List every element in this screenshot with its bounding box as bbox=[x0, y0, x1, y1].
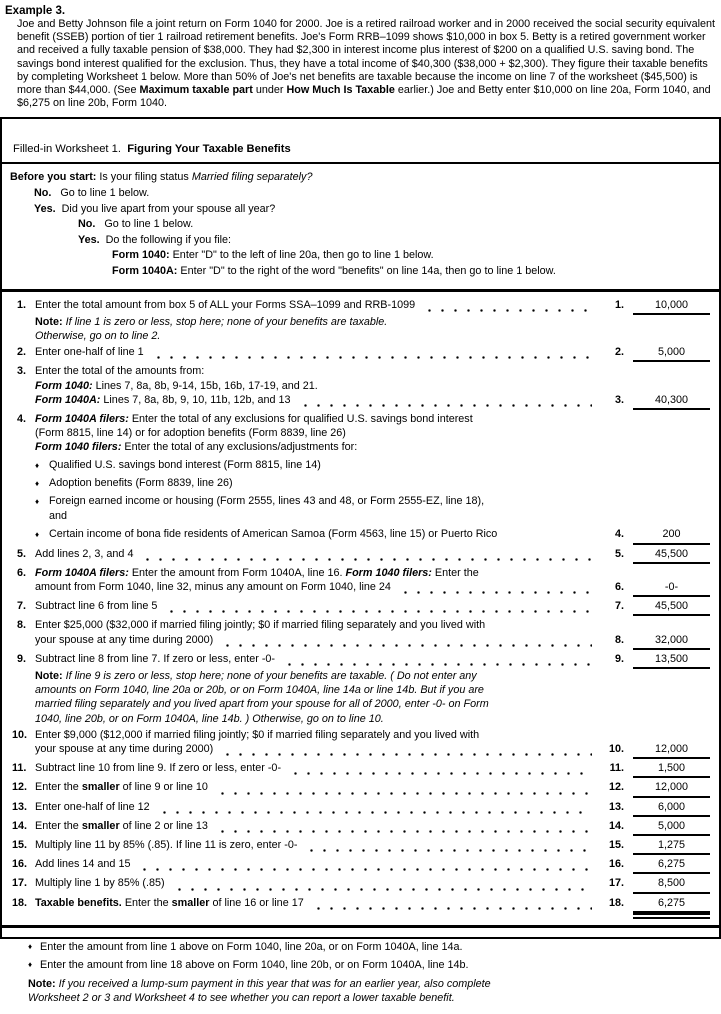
example-heading: Example 3. bbox=[5, 5, 66, 17]
line-rows bbox=[35, 364, 710, 410]
line-rows bbox=[35, 547, 710, 564]
worksheet-row bbox=[35, 780, 710, 797]
worksheet-row bbox=[35, 580, 710, 597]
text-segment: amounts on Form 1040, line 20a or 20b, or on Form 1040A, line 14a or line 14b. But if you are bbox=[35, 684, 484, 697]
text-segment: Enter the bbox=[35, 781, 82, 794]
text-segment: Do the following if you file: bbox=[99, 233, 232, 246]
worksheet-row bbox=[35, 440, 710, 454]
text-segment: Add lines 2, 3, and 4 bbox=[35, 547, 134, 560]
line-number: 11. bbox=[12, 762, 27, 775]
amount-line-number: 12. bbox=[608, 781, 624, 794]
worksheet-row bbox=[35, 599, 710, 616]
amount-value: 10,000 bbox=[633, 298, 710, 315]
before-you-start-row bbox=[10, 233, 711, 249]
worksheet-line-2 bbox=[12, 345, 710, 362]
amount-entry bbox=[598, 857, 710, 874]
text-segment: smaller bbox=[171, 896, 210, 909]
text-segment: Certain income of bona fide residents of American Samoa (Form 4563, line 15) or Puerto Rico bbox=[49, 528, 498, 541]
amount-line-number: 16. bbox=[608, 858, 624, 871]
amount-line-number: 5. bbox=[614, 547, 624, 560]
text-segment: smaller bbox=[81, 781, 120, 794]
worksheet-line-15 bbox=[12, 838, 710, 855]
line-number: 13. bbox=[12, 800, 28, 813]
worksheet-row bbox=[35, 412, 710, 426]
dot-leader bbox=[214, 792, 592, 795]
dot-leader bbox=[156, 811, 592, 814]
dot-leader bbox=[150, 356, 592, 359]
worksheet-row bbox=[35, 669, 710, 683]
text-segment: Enter one-half of line 1 bbox=[35, 346, 144, 359]
line-rows bbox=[35, 857, 710, 874]
text-segment: Enter the bbox=[434, 566, 479, 579]
text-segment: of line 2 or line 13 bbox=[119, 819, 208, 832]
line-number: 18. bbox=[12, 896, 28, 909]
worksheet-line-7 bbox=[12, 599, 710, 616]
worksheet-row bbox=[35, 697, 710, 711]
amount-line-number: 11. bbox=[609, 762, 624, 775]
dot-leader bbox=[310, 907, 592, 910]
text-segment: Enter the total of any exclusions/adjustments for: bbox=[124, 441, 358, 454]
worksheet-row bbox=[35, 329, 710, 343]
amount-line-number: 15. bbox=[608, 839, 624, 852]
text-segment: Married filing separately? bbox=[191, 171, 313, 184]
amount-entry bbox=[598, 527, 710, 544]
line-number: 5. bbox=[16, 547, 26, 560]
text-segment: Enter the total of any exclusions for qualified U.S. savings bond interest bbox=[131, 413, 473, 425]
text-segment: and bbox=[49, 510, 68, 523]
diamond-bullet-icon: ♦ bbox=[28, 941, 33, 951]
text-segment: of line 9 or line 10 bbox=[119, 781, 208, 794]
text-segment: No. bbox=[78, 218, 96, 231]
worksheet-line-5 bbox=[12, 547, 710, 564]
amount-line-number: 6. bbox=[614, 581, 624, 594]
line-number: 7. bbox=[16, 600, 26, 613]
dot-leader bbox=[281, 663, 592, 666]
text-segment: Enter the amount from Form 1040A, line 16. bbox=[131, 566, 346, 579]
text-segment: your spouse at any time during 2000) bbox=[35, 633, 214, 646]
text-segment: Taxable benefits. bbox=[35, 896, 125, 909]
diamond-bullet-icon: ♦ bbox=[35, 497, 40, 507]
example-text: Joe and Betty Johnson file a joint return on Form 1040 for 2000. Joe is a retired railroad worker and in 2000 received the social security equivalent benefit (SSEB) portion of tier 1 railroad retirement benefits. Joe's Form RRB–1099 shows $10,000 in box 5. Betty is a retired government worker and received a fully taxable pension of $38,000. They had $2,300 in interest income plus interest of $200 on a qualified U.S. saving bond. The savings bond interest qualified for the exclusion. Thus, they have a total income of $40,300 ($38,000 + $2,300). They figure their taxable benefits by completing Worksheet 1 below. More than 50% of Joe's net benefits are taxable because the income on line 7 of the worksheet ($45,500) is more than $44,000. (See bbox=[17, 18, 715, 97]
worksheet-line-3 bbox=[12, 364, 710, 410]
worksheet-row bbox=[35, 364, 710, 378]
worksheet-title bbox=[2, 119, 719, 164]
amount-entry bbox=[598, 896, 710, 913]
example-bold-ref-2: How Much Is Taxable bbox=[286, 84, 395, 97]
text-segment: Form 1040 filers: bbox=[35, 441, 125, 454]
line-number: 10. bbox=[12, 728, 28, 741]
amount-entry bbox=[598, 780, 710, 797]
worksheet-row bbox=[35, 838, 710, 855]
dot-leader bbox=[219, 644, 592, 647]
text-segment: Qualified U.S. savings bond interest (Form 8815, line 14) bbox=[49, 458, 321, 471]
amount-value: 12,000 bbox=[633, 780, 710, 797]
amount-line-number: 10. bbox=[608, 743, 624, 756]
amount-value: 1,500 bbox=[633, 761, 710, 778]
worksheet-footer-section bbox=[2, 928, 719, 1014]
line-rows bbox=[35, 838, 710, 855]
text-segment: Subtract line 8 from line 7. If zero or less, enter -0- bbox=[35, 652, 276, 665]
text-segment: Form 1040A: bbox=[112, 264, 181, 277]
text-segment: Enter $25,000 ($32,000 if married filing jointly; $0 if married filing separately and you lived with bbox=[35, 619, 486, 632]
text-segment: Enter the total of the amounts from: bbox=[35, 365, 205, 378]
amount-line-number: 17. bbox=[608, 877, 624, 890]
amount-entry bbox=[598, 393, 710, 410]
text-segment: Enter one-half of line 12 bbox=[35, 800, 150, 813]
dot-leader bbox=[503, 539, 592, 542]
worksheet-row bbox=[35, 379, 710, 393]
text-segment: Subtract line 10 from line 9. If zero or less, enter -0- bbox=[35, 762, 282, 775]
text-segment: Enter "D" to the left of line 20a, then go to line 1 below. bbox=[172, 249, 434, 262]
worksheet-box bbox=[0, 117, 721, 1005]
before-you-start-row bbox=[10, 248, 711, 264]
dot-leader bbox=[397, 591, 592, 594]
before-you-start-row bbox=[10, 217, 711, 233]
text-segment: Note: bbox=[28, 977, 59, 990]
diamond-bullet-icon: ♦ bbox=[35, 460, 40, 470]
worksheet-row bbox=[35, 857, 710, 874]
worksheet-row bbox=[35, 742, 710, 759]
text-segment: Subtract line 6 from line 5 bbox=[35, 600, 158, 613]
worksheet-row bbox=[35, 761, 710, 778]
text-segment: Foreign earned income or housing (Form 2555, lines 43 and 48, or Form 2555-EZ, line 18), bbox=[49, 495, 485, 508]
text-segment: Enter the amount from line 1 above on Form 1040, line 20a, or on Form 1040A, line 14a. bbox=[40, 940, 463, 953]
amount-value: 1,275 bbox=[633, 838, 710, 855]
before-you-start-row bbox=[10, 186, 711, 202]
amount-entry bbox=[598, 633, 710, 650]
diamond-bullet-icon: ♦ bbox=[35, 530, 40, 540]
amount-entry bbox=[598, 838, 710, 855]
amount-entry bbox=[598, 819, 710, 836]
line-rows bbox=[35, 566, 710, 597]
text-segment: Form 1040: bbox=[112, 249, 173, 262]
worksheet-line-4 bbox=[12, 412, 710, 545]
before-you-start-section bbox=[2, 164, 719, 291]
line-rows bbox=[35, 876, 710, 893]
amount-entry bbox=[598, 652, 710, 669]
worksheet-title-bold: Figuring Your Taxable Benefits bbox=[127, 143, 291, 156]
worksheet-row bbox=[35, 819, 710, 836]
text-segment: amount from Form 1040, line 32, minus any amount on Form 1040, line 24 bbox=[35, 581, 391, 594]
line-number: 1. bbox=[16, 298, 26, 311]
text-segment: Yes. bbox=[78, 233, 100, 246]
diamond-bullet-icon: ♦ bbox=[35, 478, 40, 488]
amount-value: 45,500 bbox=[633, 547, 710, 564]
line-number: 16. bbox=[12, 858, 28, 871]
text-segment: Form 1040A: bbox=[35, 393, 104, 406]
worksheet-line-8 bbox=[12, 618, 710, 649]
worksheet-line-6 bbox=[12, 566, 710, 597]
text-segment: Form 1040: bbox=[35, 379, 96, 392]
worksheet-row bbox=[35, 527, 710, 544]
text-segment: If line 9 is zero or less, stop here; none of your benefits are taxable. ( Do not enter any bbox=[65, 670, 477, 683]
text-segment: Worksheet 2 or 3 and Worksheet 4 to see whether you can report a lower taxable benefit. bbox=[28, 992, 455, 1005]
diamond-bullet-icon: ♦ bbox=[28, 960, 33, 970]
line-number: 12. bbox=[12, 781, 28, 794]
line-rows bbox=[35, 412, 710, 545]
text-segment: 1040, line 20b, or on Form 1040A, line 14b. ) Otherwise, go on to line 10. bbox=[35, 712, 384, 725]
amount-value: 5,000 bbox=[633, 819, 710, 836]
text-segment: Multiply line 1 by 85% (.85) bbox=[35, 877, 165, 890]
worksheet-title-prefix: Filled-in Worksheet 1. bbox=[13, 143, 128, 156]
text-segment: of line 16 or line 17 bbox=[209, 896, 304, 909]
amount-line-number: 1. bbox=[614, 298, 624, 311]
amount-line-number: 13. bbox=[608, 800, 624, 813]
amount-entry bbox=[598, 547, 710, 564]
text-segment: Lines 7, 8a, 8b, 9-14, 15b, 16b, 17-19, and 21. bbox=[95, 379, 318, 392]
worksheet-row bbox=[35, 547, 710, 564]
text-segment: Form 1040A filers: bbox=[35, 566, 132, 579]
worksheet-row bbox=[35, 476, 710, 491]
worksheet-line-12 bbox=[12, 780, 710, 797]
text-segment: Lines 7, 8a, 8b, 9, 10, 11b, 12b, and 13 bbox=[103, 393, 291, 406]
dot-leader bbox=[287, 772, 592, 775]
amount-value: 45,500 bbox=[633, 599, 710, 616]
text-segment: Before you start: bbox=[10, 171, 100, 184]
amount-line-number: 18. bbox=[608, 896, 624, 909]
amount-line-number: 2. bbox=[614, 346, 624, 359]
line-rows bbox=[35, 298, 710, 344]
text-segment: If line 1 is zero or less, stop here; none of your benefits are taxable. bbox=[65, 315, 388, 328]
text-segment: If you received a lump-sum payment in this year that was for an earlier year, also complete bbox=[58, 977, 491, 990]
text-segment: Is your filing status bbox=[99, 171, 192, 184]
text-segment: No. bbox=[34, 187, 52, 200]
example-bold-ref-1: Maximum taxable part bbox=[139, 84, 253, 97]
text-segment: Form 1040A filers: bbox=[35, 413, 132, 425]
worksheet-row bbox=[35, 876, 710, 893]
worksheet-line-9 bbox=[12, 652, 710, 726]
line-rows bbox=[35, 896, 710, 913]
line-rows bbox=[35, 800, 710, 817]
worksheet-row bbox=[35, 800, 710, 817]
worksheet-row bbox=[35, 683, 710, 697]
text-segment: Multiply line 11 by 85% (.85). If line 11 is zero, enter -0- bbox=[35, 839, 298, 852]
worksheet-row bbox=[35, 728, 710, 742]
text-segment: Form 1040 filers: bbox=[345, 566, 435, 579]
before-you-start-row bbox=[10, 170, 711, 186]
line-number: 15. bbox=[12, 839, 28, 852]
worksheet-row bbox=[35, 458, 710, 473]
footer-row bbox=[28, 940, 709, 955]
line-number: 2. bbox=[16, 346, 26, 359]
text-segment: Did you live apart from your spouse all year? bbox=[55, 202, 276, 215]
worksheet-row bbox=[35, 315, 710, 329]
dot-leader bbox=[171, 888, 592, 891]
line-rows bbox=[35, 618, 710, 649]
amount-entry bbox=[598, 800, 710, 817]
worksheet-line-17 bbox=[12, 876, 710, 893]
dot-leader bbox=[303, 849, 592, 852]
text-segment: Enter the bbox=[35, 819, 82, 832]
amount-line-number: 7. bbox=[614, 600, 624, 613]
line-rows bbox=[35, 780, 710, 797]
amount-line-number: 3. bbox=[614, 393, 624, 406]
example-section bbox=[0, 0, 721, 110]
text-segment: Note: bbox=[35, 315, 66, 328]
worksheet-row bbox=[35, 298, 710, 315]
amount-entry bbox=[598, 345, 710, 362]
worksheet-line-18 bbox=[12, 896, 710, 913]
text-segment: (Form 8815, line 14) or for adoption benefits (Form 8839, line 26) bbox=[35, 427, 346, 440]
line-number: 14. bbox=[12, 819, 28, 832]
amount-value: -0- bbox=[633, 580, 710, 597]
text-segment: Add lines 14 and 15 bbox=[35, 858, 131, 871]
worksheet-row bbox=[35, 509, 710, 524]
worksheet-row bbox=[35, 712, 710, 726]
amount-value: 40,300 bbox=[633, 393, 710, 410]
worksheet-row bbox=[35, 652, 710, 669]
text-segment: smaller bbox=[81, 819, 120, 832]
amount-entry bbox=[598, 876, 710, 893]
text-segment: Enter the amount from line 18 above on Form 1040, line 20b, or on Form 1040A, line 14b. bbox=[40, 959, 469, 972]
line-rows bbox=[35, 761, 710, 778]
text-segment: your spouse at any time during 2000) bbox=[35, 743, 214, 756]
footer-row bbox=[28, 977, 709, 992]
dot-leader bbox=[136, 868, 592, 871]
text-segment: Enter the bbox=[124, 896, 172, 909]
amount-line-number: 8. bbox=[614, 633, 624, 646]
worksheet-row bbox=[35, 494, 710, 509]
double-total-rule bbox=[633, 913, 710, 919]
before-you-start-row bbox=[10, 202, 711, 218]
worksheet-line-16 bbox=[12, 857, 710, 874]
before-you-start-row bbox=[10, 264, 711, 280]
amount-value: 12,000 bbox=[633, 742, 710, 759]
amount-value: 8,500 bbox=[633, 876, 710, 893]
worksheet-lines-section bbox=[2, 292, 719, 928]
line-number: 6. bbox=[16, 566, 26, 579]
line-number: 8. bbox=[16, 619, 26, 632]
amount-value: 6,275 bbox=[633, 857, 710, 874]
amount-value: 32,000 bbox=[633, 633, 710, 650]
amount-value: 13,500 bbox=[633, 652, 710, 669]
worksheet-row bbox=[35, 896, 710, 913]
footer-row bbox=[28, 958, 709, 973]
line-rows bbox=[35, 345, 710, 362]
line-number: 17. bbox=[12, 877, 28, 890]
dot-leader bbox=[297, 404, 592, 407]
amount-entry bbox=[598, 761, 710, 778]
worksheet-row bbox=[35, 426, 710, 440]
example-text: under bbox=[252, 84, 287, 97]
dot-leader bbox=[139, 558, 592, 561]
amount-entry bbox=[598, 580, 710, 597]
amount-line-number: 4. bbox=[614, 528, 624, 541]
text-segment: Yes. bbox=[34, 202, 56, 215]
text-segment: married filing separately and you lived apart from your spouse for all of 2000, enter -0- on Form bbox=[35, 698, 489, 711]
amount-value: 5,000 bbox=[633, 345, 710, 362]
footer-row bbox=[28, 991, 709, 1006]
line-number: 3. bbox=[16, 365, 26, 378]
worksheet-row bbox=[35, 618, 710, 632]
text-segment: Go to line 1 below. bbox=[51, 187, 150, 200]
example-text: earlier.) Joe and Betty enter $10,000 on line 20a, Form 1040, and $6,275 on line 20b, Form 1040. bbox=[17, 84, 711, 110]
text-segment: Adoption benefits (Form 8839, line 26) bbox=[49, 476, 233, 489]
worksheet-line-13 bbox=[12, 800, 710, 817]
worksheet-line-10 bbox=[12, 728, 710, 759]
text-segment: Enter "D" to the right of the word "benefits" on line 14a, then go to line 1 below. bbox=[180, 264, 556, 277]
worksheet-line-1 bbox=[12, 298, 710, 344]
example-paragraph bbox=[17, 18, 716, 110]
line-rows bbox=[35, 652, 710, 726]
worksheet-row bbox=[35, 345, 710, 362]
amount-entry bbox=[598, 742, 710, 759]
amount-entry bbox=[598, 298, 710, 315]
worksheet-row bbox=[35, 393, 710, 410]
text-segment: Enter $9,000 ($12,000 if married filing jointly; $0 if married filing separately and you lived with bbox=[35, 728, 480, 741]
text-segment: Note: bbox=[35, 670, 66, 683]
amount-entry bbox=[598, 599, 710, 616]
line-rows bbox=[35, 599, 710, 616]
amount-value: 6,000 bbox=[633, 800, 710, 817]
amount-line-number: 14. bbox=[608, 819, 624, 832]
dot-leader bbox=[214, 830, 592, 833]
text-segment: Enter the total amount from box 5 of ALL your Forms SSA–1099 and RRB-1099 bbox=[35, 298, 416, 311]
amount-value: 200 bbox=[633, 527, 710, 544]
text-segment: Go to line 1 below. bbox=[95, 218, 194, 231]
worksheet-line-14 bbox=[12, 819, 710, 836]
dot-leader bbox=[219, 753, 592, 756]
worksheet-line-11 bbox=[12, 761, 710, 778]
line-number: 4. bbox=[16, 413, 26, 425]
worksheet-row bbox=[35, 566, 710, 580]
amount-line-number: 9. bbox=[614, 652, 624, 665]
line-rows bbox=[35, 819, 710, 836]
amount-value: 6,275 bbox=[633, 896, 710, 913]
dot-leader bbox=[163, 610, 592, 613]
text-segment: Otherwise, go on to line 2. bbox=[35, 329, 161, 342]
line-rows bbox=[35, 728, 710, 759]
dot-leader bbox=[421, 309, 592, 312]
line-number: 9. bbox=[16, 652, 26, 665]
worksheet-row bbox=[35, 633, 710, 650]
